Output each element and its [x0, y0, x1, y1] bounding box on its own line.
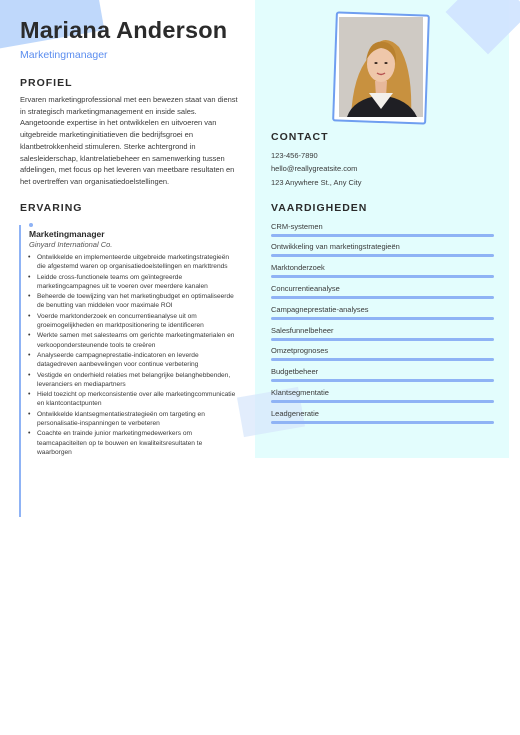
skill-bar	[271, 379, 494, 382]
experience-bullet: • Voerde marktonderzoek en concurrentieanalyse uit om groeimogelijkheden en marktpositionering te identificeren	[27, 312, 237, 331]
skill-name: Omzetprognoses	[271, 346, 329, 355]
profile-text: Ervaren marketingprofessional met een bewezen staat van dienst in strategisch marketingmanagement en inside sales. Aangetoonde expertise in het ontwikkelen en uitvoeren van uitgebreide marketinginitiatieven die bedrijfsgroei en klantbetrokkenheid stimuleren. Sterke achtergrond in salesleiderschap, klantrelatiebeheer en samenwerking tussen afdelingen, met focus op het leveren van meetbare resultaten en het overtreffen van organisatiedoelstellingen.	[20, 95, 238, 186]
skill-name: Concurrentieanalyse	[271, 284, 340, 293]
experience-role: Marketingmanager	[29, 229, 105, 239]
skill-name: Campagneprestatie-analyses	[271, 305, 369, 314]
skill-item	[271, 305, 494, 320]
skill-name: Leadgeneratie	[271, 409, 319, 418]
skill-item	[271, 263, 494, 278]
skill-bar	[271, 296, 494, 299]
experience-company: Ginyard International Co.	[29, 240, 113, 249]
experience-bullet: • Werkte samen met salesteams om gerichte marketingmaterialen en verkoopondersteunende tools te creëren	[27, 331, 237, 350]
skill-item	[271, 367, 494, 382]
skill-bar	[271, 234, 494, 237]
skill-name: CRM-systemen	[271, 222, 323, 231]
experience-bullet: • Vestigde en onderhield relaties met belangrijke belanghebbenden, leveranciers en mediapartners	[27, 371, 237, 390]
contact-heading: CONTACT	[271, 131, 329, 143]
skill-item	[271, 242, 494, 257]
skill-name: Klantsegmentatie	[271, 388, 329, 397]
skills-heading: VAARDIGHEDEN	[271, 202, 368, 214]
skill-bar	[271, 338, 494, 341]
experience-bullet: • Ontwikkelde klantsegmentatiestrategieën om targeting en personalisatie-inspanningen te verbeteren	[27, 410, 237, 429]
skill-bar	[271, 275, 494, 278]
profile-photo	[339, 17, 423, 117]
skill-name: Ontwikkeling van marketingstrategieën	[271, 242, 400, 251]
skill-bar	[271, 421, 494, 424]
contact-address: 123 Anywhere St., Any City	[271, 178, 362, 187]
contact-phone: 123-456-7890	[271, 151, 318, 160]
job-title: Marketingmanager	[20, 49, 108, 61]
skill-item	[271, 409, 494, 424]
experience-bullet: • Ontwikkelde en implementeerde uitgebreide marketingstrategieën die afgestemd waren op organisatiedoelstellingen en markttrends	[27, 253, 237, 272]
skill-bar	[271, 400, 494, 403]
experience-timeline-line	[19, 225, 21, 517]
skill-bar	[271, 254, 494, 257]
experience-bullet: • Hield toezicht op merkconsistentie over alle marketingcommunicatie en klantcontactpunten	[27, 390, 237, 409]
portrait-illustration	[339, 17, 423, 117]
skill-item	[271, 326, 494, 341]
skill-name: Budgetbeheer	[271, 367, 319, 376]
skill-item	[271, 388, 494, 403]
experience-bullet-list	[27, 253, 237, 458]
experience-bullet: • Beheerde de toewijzing van het marketingbudget en optimaliseerde de benutting van middelen voor maximale ROI	[27, 292, 237, 311]
contact-email[interactable]: hello@reallygreatsite.com	[271, 164, 358, 173]
skill-item	[271, 284, 494, 299]
skill-name: Salesfunnelbeheer	[271, 326, 334, 335]
skill-name: Marktonderzoek	[271, 263, 325, 272]
candidate-name: Mariana Anderson	[20, 17, 228, 43]
skill-bar	[271, 317, 494, 320]
experience-timeline-dot	[29, 223, 33, 227]
skill-bar	[271, 358, 494, 361]
experience-bullet: • Analyseerde campagneprestatie-indicatoren en leverde datagedreven aanbevelingen voor continue verbetering	[27, 351, 237, 370]
experience-heading: ERVARING	[20, 202, 83, 214]
skill-item	[271, 346, 494, 361]
experience-bullet: • Coachte en trainde junior marketingmedewerkers om teamcapaciteiten op te bouwen en kwaliteitsresultaten te waarborgen	[27, 429, 237, 457]
profile-heading: PROFIEL	[20, 77, 73, 89]
experience-bullet: • Leidde cross-functionele teams om geïntegreerde marketingcampagnes uit te voeren over meerdere kanalen	[27, 273, 237, 292]
skill-item	[271, 222, 494, 237]
